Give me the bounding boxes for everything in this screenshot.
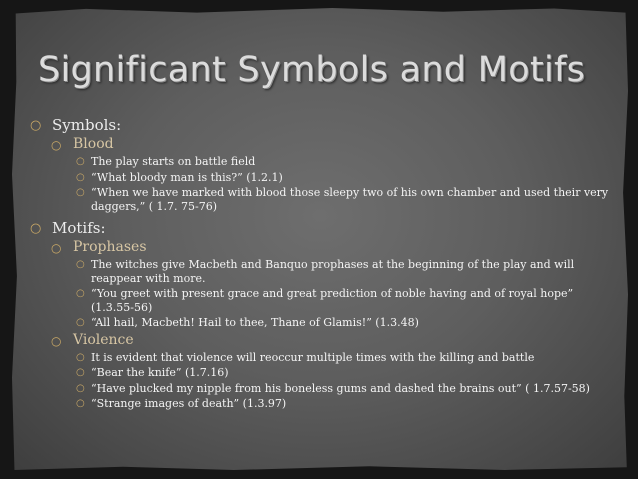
ring-bullet-icon: ○: [76, 156, 85, 167]
section-symbols: [30, 116, 615, 134]
section-label: Symbols:: [52, 116, 122, 134]
item-text: “Strange images of death” (1.3.97): [91, 397, 287, 410]
ring-bullet-icon: ○: [51, 333, 62, 348]
ring-bullet-icon: ○: [76, 187, 85, 198]
ring-bullet-icon: ○: [76, 382, 85, 394]
ring-bullet-icon: ○: [76, 288, 85, 299]
list-item: [76, 351, 615, 365]
list-item: [76, 287, 615, 314]
item-text: “Have plucked my nipple from his boneless gums and dashed the brains out” ( 1.7.57-58): [91, 381, 590, 395]
group-label: Prophases: [73, 239, 147, 255]
slide-content: [30, 110, 615, 411]
item-text: “When we have marked with blood those sleepy two of his own chamber and used their very daggers,” ( 1.7. 75-76): [91, 186, 609, 213]
item-text: “All hail, Macbeth! Hail to thee, Thane of Glamis!” (1.3.48): [91, 316, 419, 329]
ring-bullet-icon: ○: [76, 351, 85, 363]
group-blood: [51, 136, 615, 153]
item-text: “Bear the knife” (1.7.16): [91, 366, 229, 379]
ring-bullet-icon: ○: [51, 138, 62, 152]
group-label: Blood: [73, 136, 114, 152]
item-text: The witches give Macbeth and Banquo prophases at the beginning of the play and will reappear with more.: [91, 258, 575, 285]
list-item: [76, 366, 615, 380]
section-label: Motifs:: [52, 219, 106, 237]
item-text: The play starts on battle field: [91, 155, 256, 168]
item-text: “You greet with present grace and great prediction of noble having and of royal hope” (1.3.55-56): [91, 287, 574, 314]
group-label: Violence: [73, 331, 134, 348]
ring-bullet-icon: ○: [76, 367, 85, 378]
item-text: “What bloody man is this?” (1.2.1): [91, 170, 283, 184]
slide-title: Significant Symbols and Motifs: [38, 50, 586, 90]
list-item: [76, 258, 615, 285]
ring-bullet-icon: ○: [30, 118, 42, 133]
group-violence: [51, 332, 615, 349]
group-prophases: [51, 239, 615, 256]
list-item: [76, 155, 615, 169]
ring-bullet-icon: ○: [76, 171, 85, 183]
list-item: [76, 316, 615, 330]
list-item: [76, 397, 615, 411]
ring-bullet-icon: ○: [30, 221, 42, 236]
ring-bullet-icon: ○: [76, 398, 85, 409]
item-text: It is evident that violence will reoccur multiple times with the killing and battle: [91, 350, 535, 364]
ring-bullet-icon: ○: [51, 241, 62, 255]
ring-bullet-icon: ○: [76, 317, 85, 328]
section-motifs: [30, 219, 615, 237]
list-item: [76, 171, 615, 185]
list-item: [76, 186, 615, 213]
ring-bullet-icon: ○: [76, 259, 85, 270]
list-item: [76, 382, 615, 396]
